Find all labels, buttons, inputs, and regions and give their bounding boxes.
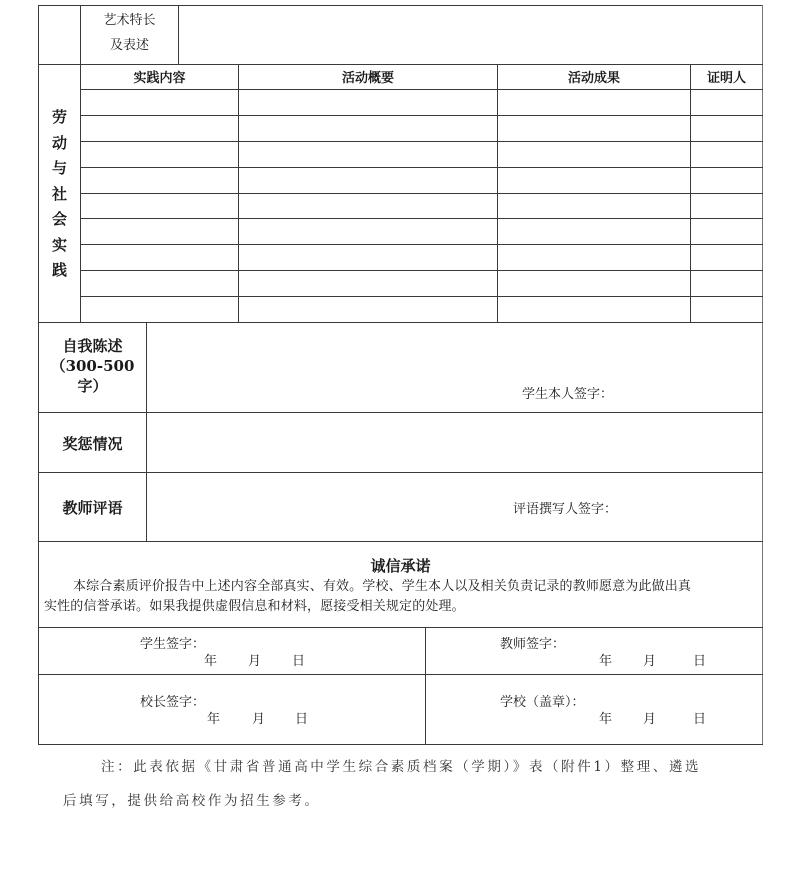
witness-cell[interactable]: [691, 116, 762, 141]
witness-cell[interactable]: [691, 168, 762, 193]
practice-content-cell[interactable]: [81, 142, 238, 167]
practice-content-cell[interactable]: [81, 116, 238, 141]
date-year: 年: [207, 712, 221, 727]
witness-cell[interactable]: [691, 245, 762, 270]
activity-summary-cell[interactable]: [239, 297, 497, 322]
self-statement-field[interactable]: [147, 323, 762, 412]
self-statement-label: [39, 336, 146, 396]
practice-content-cell[interactable]: [81, 194, 238, 219]
activity-result-cell[interactable]: [498, 142, 690, 167]
practice-content-cell[interactable]: [81, 245, 238, 270]
activity-summary-cell[interactable]: [239, 142, 497, 167]
art-content-field[interactable]: [179, 6, 762, 64]
witness-cell[interactable]: [691, 297, 762, 322]
teacher-signature-label: 教师签字：: [500, 637, 566, 652]
self-statement-label-line2: （300-500: [50, 357, 135, 375]
activity-result-cell[interactable]: [498, 194, 690, 219]
activity-summary-cell[interactable]: [239, 116, 497, 141]
activity-summary-cell[interactable]: [239, 90, 497, 115]
side-char: 社: [51, 184, 67, 203]
practice-content-cell[interactable]: [81, 271, 238, 296]
self-statement-label-line3: 字）: [77, 377, 108, 395]
teacher-comment-bottom: [38, 541, 763, 542]
column-header-practice-content: 实践内容: [133, 71, 186, 86]
principal-signature-label: 校长签字：: [140, 695, 206, 710]
witness-cell[interactable]: [691, 194, 762, 219]
table-bottom-border: [38, 744, 763, 745]
date-month: 月: [248, 654, 262, 669]
activity-summary-cell[interactable]: [239, 219, 497, 244]
activity-result-cell[interactable]: [498, 168, 690, 193]
comment-writer-signature-label: 评语撰写人签字：: [513, 502, 618, 517]
school-seal-field[interactable]: [426, 675, 762, 744]
witness-cell[interactable]: [691, 219, 762, 244]
practice-side-label: [39, 105, 80, 284]
activity-result-cell[interactable]: [498, 116, 690, 141]
table-right-border: [762, 5, 763, 745]
activity-summary-cell[interactable]: [239, 245, 497, 270]
date-day: 日: [693, 712, 707, 727]
student-self-signature-label: 学生本人签字：: [522, 387, 614, 402]
witness-cell[interactable]: [691, 271, 762, 296]
activity-summary-cell[interactable]: [239, 194, 497, 219]
date-day: 日: [693, 654, 707, 669]
activity-result-cell[interactable]: [498, 271, 690, 296]
date-month: 月: [252, 712, 266, 727]
date-day: 日: [295, 712, 309, 727]
side-char: 动: [51, 133, 67, 152]
column-header-activity-summary: 活动概要: [341, 71, 394, 86]
integrity-text-line1: 本综合素质评价报告中上述内容全部真实、有效。学校、学生本人以及相关负责记录的教师愿意为此做出真: [73, 579, 692, 594]
side-char: 与: [51, 159, 67, 177]
practice-content-cell[interactable]: [81, 297, 238, 322]
art-label: [81, 8, 178, 58]
date-day: 日: [292, 654, 306, 669]
student-signature-label: 学生签字：: [140, 637, 206, 652]
footnote-line2: 后填写，提供给高校作为招生参考。: [63, 793, 321, 809]
witness-cell[interactable]: [691, 90, 762, 115]
integrity-title: 诚信承诺: [370, 557, 431, 575]
activity-result-cell[interactable]: [498, 297, 690, 322]
activity-result-cell[interactable]: [498, 90, 690, 115]
student-signature-field[interactable]: [39, 628, 425, 674]
practice-content-cell[interactable]: [81, 168, 238, 193]
teacher-signature-field[interactable]: [426, 628, 762, 674]
date-year: 年: [204, 654, 218, 669]
principal-signature-field[interactable]: [39, 675, 425, 744]
witness-cell[interactable]: [691, 142, 762, 167]
school-seal-label: 学校（盖章）：: [500, 695, 585, 710]
art-section-bottom: [38, 64, 763, 65]
column-header-activity-result: 活动成果: [567, 71, 620, 86]
side-char: 实: [51, 235, 67, 254]
date-year: 年: [599, 654, 613, 669]
integrity-text-line2: 实性的信誉承诺。如果我提供虚假信息和材料，愿接受相关规定的处理。: [44, 599, 465, 614]
art-label-line2: 及表述: [109, 38, 149, 53]
side-char: 践: [51, 261, 67, 279]
practice-content-cell[interactable]: [81, 219, 238, 244]
self-statement-label-line1: 自我陈述: [62, 337, 123, 355]
practice-content-cell[interactable]: [81, 90, 238, 115]
activity-result-cell[interactable]: [498, 219, 690, 244]
side-char: 会: [51, 210, 67, 228]
column-header-witness: 证明人: [706, 71, 746, 86]
date-year: 年: [599, 712, 613, 727]
date-month: 月: [643, 712, 657, 727]
activity-summary-cell[interactable]: [239, 168, 497, 193]
teacher-comment-field[interactable]: [147, 473, 762, 541]
art-label-line1: 艺术特长: [103, 13, 156, 28]
side-char: 劳: [51, 108, 67, 126]
rewards-label: 奖惩情况: [62, 435, 123, 453]
activity-result-cell[interactable]: [498, 245, 690, 270]
date-month: 月: [643, 654, 657, 669]
rewards-field[interactable]: [147, 413, 762, 472]
teacher-comment-label: 教师评语: [62, 499, 123, 517]
footnote-line1: 注：此表依据《甘肃省普通高中学生综合素质档案（学期）》表（附件1）整理、遴选: [101, 759, 702, 775]
activity-summary-cell[interactable]: [239, 271, 497, 296]
